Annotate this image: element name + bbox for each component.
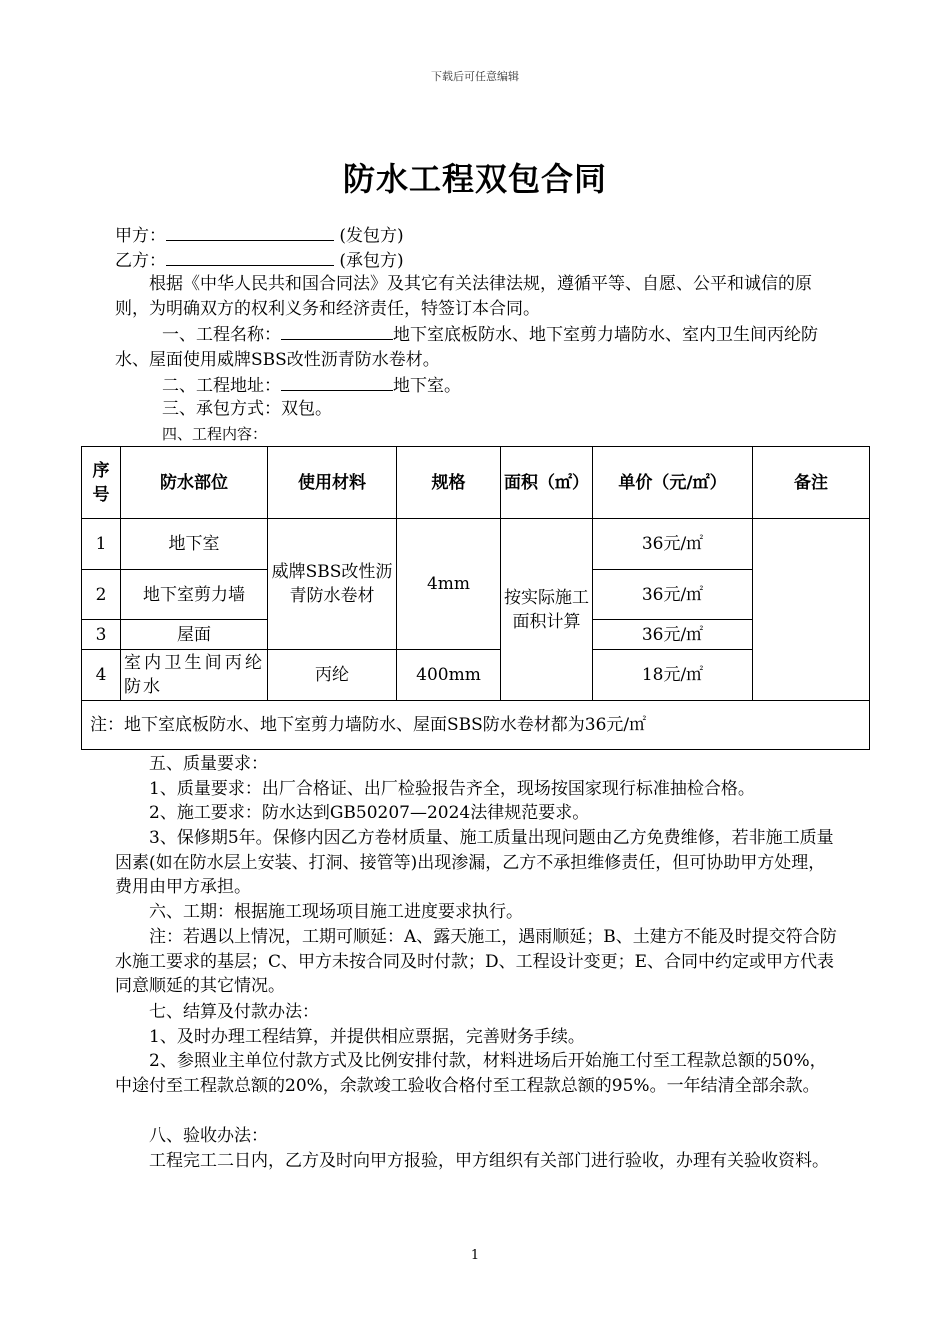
party-a-blank[interactable] [166,222,334,241]
party-b-label: 乙方： [115,251,166,271]
row-no: 2 [82,570,121,620]
section-1-label: 一、工程名称： [162,325,281,345]
section-5-heading: 五、质量要求： [149,754,268,774]
section-7-p1: 1、及时办理工程结算，并提供相应票据，完善财务手续。 [149,1027,585,1047]
intro-paragraph: 根据《中华人民共和国合同法》及其它有关法律法规，遵循平等、自愿、公平和诚信的原则，为明确双方的权利义务和经济责任，特签订本合同。 [115,274,812,319]
remark-cell [753,519,870,701]
section-2-label: 二、工程地址： [162,376,281,396]
party-a-label: 甲方： [115,226,166,246]
section-4-heading: 四、工程内容： [162,425,268,443]
table-header-row [82,447,870,519]
row-part: 屋面 [121,620,268,650]
section-8-p1: 工程完工二日内，乙方及时向甲方报验，甲方组织有关部门进行验收，办理有关验收资料。 [149,1151,829,1171]
table-note-row [82,701,870,750]
header-spec: 规格 [397,447,501,519]
section-5-p3: 3、保修期5年。保修内因乙方卷材质量、施工质量出现问题由乙方免费维修，若非施工质量因素(如在防水层上安装、打洞、接管等)出现渗漏，乙方不承担维修责任，但可协助甲方处理，费用由甲方承担。 [115,828,834,897]
row-no: 3 [82,620,121,650]
section-7-heading: 七、结算及付款办法： [149,1002,319,1022]
header-material: 使用材料 [268,447,397,519]
section-2 [115,372,837,399]
merged-area: 按实际施工面积计算 [501,519,593,701]
table-note: 注：地下室底板防水、地下室剪力墙防水、屋面SBS防水卷材都为36元/㎡ [82,701,870,750]
party-b-role: (承包方) [339,251,404,271]
project-address-blank[interactable] [281,372,393,391]
section-5-p1: 1、质量要求：出厂合格证、出厂检验报告齐全，现场按国家现行标准抽检合格。 [149,779,755,799]
row-price: 36元/㎡ [593,620,753,650]
header-area: 面积（㎡） [501,447,593,519]
party-b-blank[interactable] [166,247,334,266]
section-2-text: 地下室。 [393,376,461,396]
section-3: 三、承包方式：双包。 [162,399,332,419]
row-part: 地下室 [121,519,268,570]
header-part: 防水部位 [121,447,268,519]
row-price: 18元/㎡ [593,650,753,701]
section-5-p2: 2、施工要求：防水达到GB50207—2024法律规范要求。 [149,803,590,823]
header-remark: 备注 [753,447,870,519]
header-no: 序号 [82,447,121,519]
row-part: 室内卫生间丙纶防水 [121,650,268,701]
header-note: 下载后可任意编辑 [431,70,519,83]
party-a-role: (发包方) [339,226,404,246]
section-1 [115,321,837,372]
section-6-note: 注：若遇以上情况，工期可顺延：A、露天施工，遇雨顺延；B、土建方不能及时提交符合防水施工要求的基层；C、甲方未按合同及时付款；D、工程设计变更；E、合同中约定或甲方代表同意顺延的其它情况。 [115,927,837,996]
row-part: 地下室剪力墙 [121,570,268,620]
row-no: 1 [82,519,121,570]
table-row [82,650,870,701]
project-name-blank[interactable] [281,321,393,340]
works-table [81,446,870,750]
section-1-text: 地下室底板防水、地下室剪力墙防水、室内卫生间丙纶防水、屋面使用威牌SBS改性沥青防水卷材。 [115,325,818,370]
row-price: 36元/㎡ [593,570,753,620]
row-no: 4 [82,650,121,701]
row-spec: 400mm [397,650,501,701]
row-material: 丙纶 [268,650,397,701]
row-price: 36元/㎡ [593,519,753,570]
party-a-line [115,222,837,249]
header-price: 单价（元/㎡） [593,447,753,519]
merged-material: 威牌SBS改性沥青防水卷材 [268,519,397,650]
party-b-line [115,247,837,274]
page-number: 1 [470,1248,480,1263]
section-6-heading: 六、工期：根据施工现场项目施工进度要求执行。 [149,902,523,922]
document-title: 防水工程双包合同 [342,160,607,198]
merged-spec: 4mm [397,519,501,650]
section-8-heading: 八、验收办法： [149,1126,268,1146]
table-row [82,519,870,570]
section-7-p2: 2、参照业主单位付款方式及比例安排付款，材料进场后开始施工付至工程款总额的50%，中途付至工程款总额的20%，余款竣工验收合格付至工程款总额的95%。一年结清全部余款。 [115,1051,827,1096]
